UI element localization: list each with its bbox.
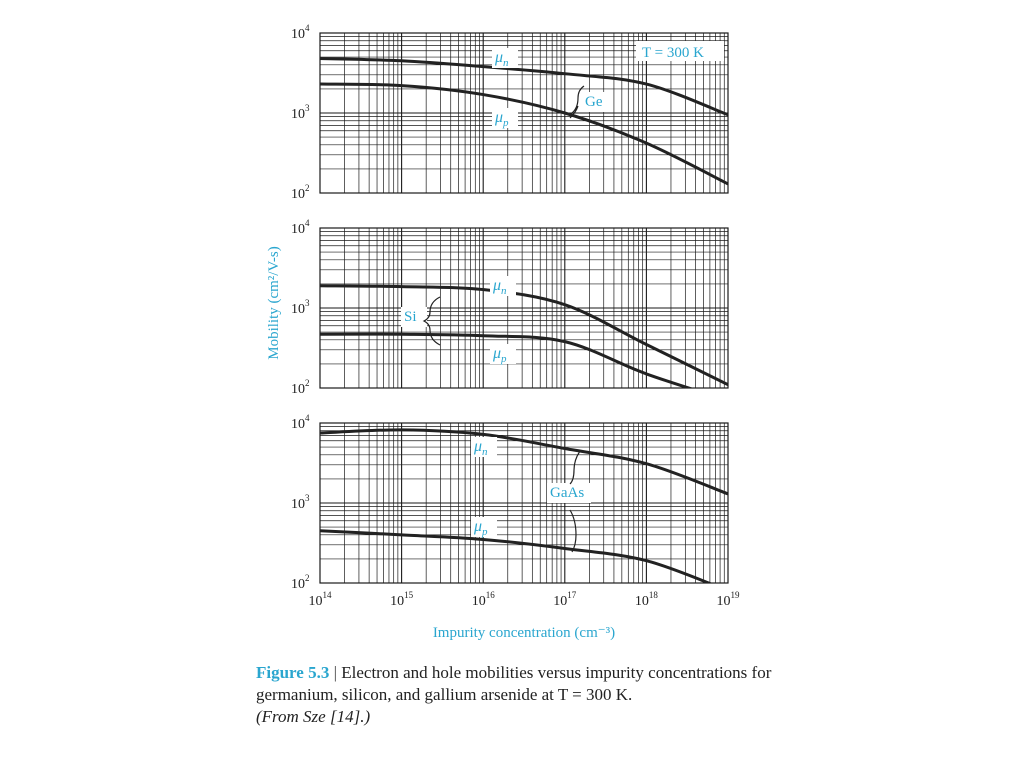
curve-mu-p-si xyxy=(320,334,728,400)
y-tick-label: $10^4$ xyxy=(291,413,310,432)
y-axis-label: Mobility (cm²/V-s) xyxy=(266,246,282,360)
caption-separator: | xyxy=(333,663,338,682)
x-tick-label: $10^{17}$ xyxy=(553,590,577,609)
x-tick-label: $10^{14}$ xyxy=(308,590,332,609)
series-label-mu-p: $\mu_p$ xyxy=(493,345,507,365)
series-label-mu-n: $\mu_n$ xyxy=(495,49,509,69)
series-label-mu-p: $\mu_p$ xyxy=(474,518,488,538)
figure-caption xyxy=(256,662,776,728)
y-tick-label: $10^4$ xyxy=(291,218,310,237)
figure-label: Figure 5.3 xyxy=(256,663,330,682)
y-tick-label: $10^2$ xyxy=(291,183,310,202)
x-tick-label: $10^{15}$ xyxy=(390,590,414,609)
temperature-annotation: T = 300 K xyxy=(642,45,704,61)
series-label-mu-p: $\mu_p$ xyxy=(495,109,509,129)
y-tick-label: $10^2$ xyxy=(291,378,310,397)
chart-panel-ge xyxy=(291,23,728,202)
x-tick-label: $10^{19}$ xyxy=(716,590,740,609)
material-label-ge: Ge xyxy=(585,94,603,110)
caption-text: Electron and hole mobilities versus impurity concentrations for germanium, silicon, and gallium arsenide at T = 300 K. xyxy=(256,663,772,704)
series-label-mu-n: $\mu_n$ xyxy=(474,438,488,458)
y-tick-label: $10^4$ xyxy=(291,23,310,42)
x-axis-label: Impurity concentration (cm⁻³) xyxy=(432,625,616,641)
y-tick-label: $10^3$ xyxy=(291,103,310,122)
chart-panel-si xyxy=(291,218,728,400)
x-tick-labels xyxy=(309,590,741,609)
series-label-mu-n: $\mu_n$ xyxy=(493,277,507,297)
curve-mu-n-ge xyxy=(320,59,728,115)
curve-mu-p-gaas xyxy=(320,531,728,591)
x-tick-label: $10^{18}$ xyxy=(634,590,658,609)
y-tick-label: $10^3$ xyxy=(291,493,310,512)
y-tick-label: $10^2$ xyxy=(291,573,310,592)
material-label-si: Si xyxy=(404,309,417,325)
x-tick-label: $10^{16}$ xyxy=(471,590,495,609)
caption-source: (From Sze [14].) xyxy=(256,707,371,726)
material-label-gaas: GaAs xyxy=(550,485,585,501)
y-tick-label: $10^3$ xyxy=(291,298,310,317)
horizontal-gridlines xyxy=(320,427,728,559)
curve-mu-n-gaas xyxy=(320,430,728,494)
horizontal-gridlines xyxy=(320,232,728,364)
chart-panel-gaas xyxy=(291,413,740,609)
